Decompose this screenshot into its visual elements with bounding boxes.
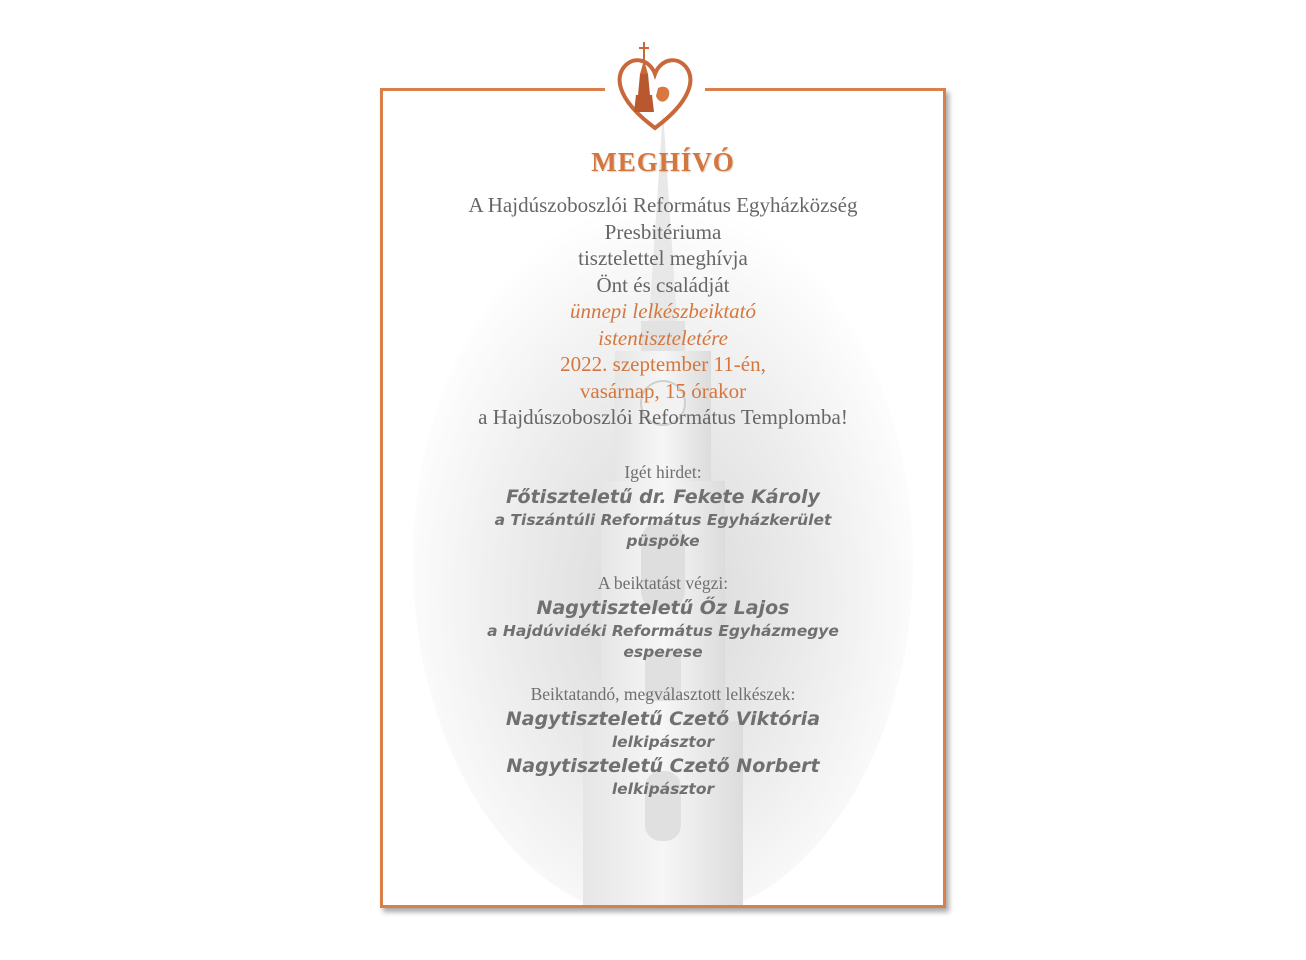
event-line-1: ünnepi lelkészbeiktató [569,299,757,323]
venue-line: a Hajdúszoboszlói Református Templomba! [478,405,848,429]
pastors-label: Beiktatandó, megválasztott lelkészek: [530,683,796,704]
date-line-2: vasárnap, 15 órakor [579,378,747,403]
pastor-2-role: lelkipásztor [611,779,715,798]
invitation-title: MEGHÍVÓ [591,147,735,177]
intro-line-2: Presbitériuma [604,219,722,244]
installer-label: A beiktatást végzi: [597,572,729,593]
invitation-content [380,142,946,800]
installer-role-line-1: a Hajdúvidéki Református Egyházmegye [487,621,839,640]
pastor-1-name: Nagytiszteletű Czető Viktória [505,707,821,730]
installer-role-line-2: esperese [623,642,703,661]
intro-line-3: tisztelettel meghívja [578,246,748,270]
pastor-1-role: lelkipásztor [611,732,715,751]
event-line-2: istentiszteletére [598,325,728,350]
intro-line-4: Önt és családját [596,272,730,297]
preacher-role-line-1: a Tiszántúli Református Egyházkerület [494,510,832,529]
installer-name: Nagytiszteletű Őz Lajos [536,596,790,619]
preacher-name: Főtiszteletű dr. Fekete Károly [506,485,820,508]
intro-line-1: A Hajdúszoboszlói Református Egyházközség [468,193,858,217]
church-heart-logo-icon [610,40,700,132]
pastor-2-name: Nagytiszteletű Czető Norbert [506,754,820,777]
preacher-role-line-2: püspöke [626,531,700,550]
preacher-label: Igét hirdet: [624,461,702,482]
date-line-1: 2022. szeptember 11-én, [560,352,766,376]
